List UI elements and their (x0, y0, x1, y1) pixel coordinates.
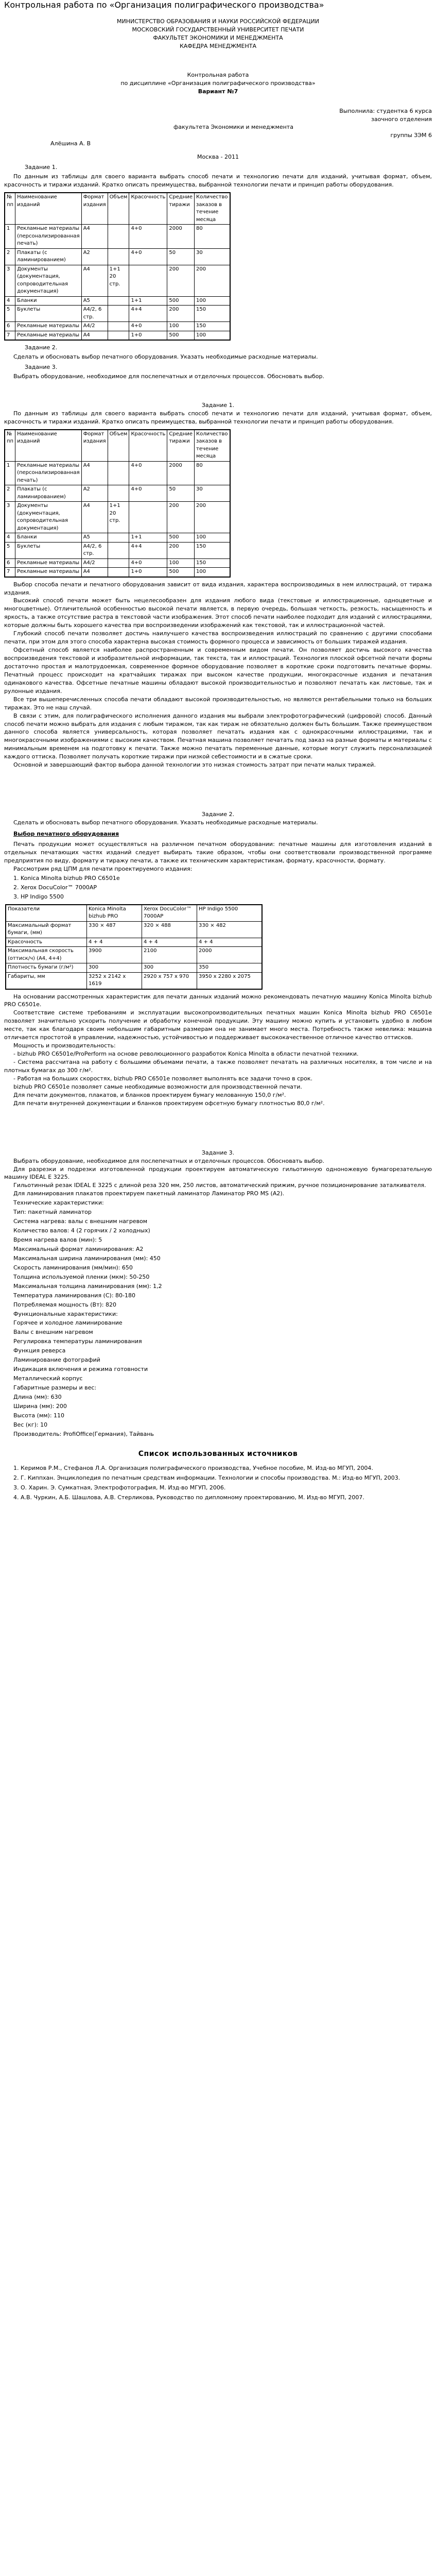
section2-heading: Задание 2. (201, 811, 235, 818)
table-cell: Максимальный формат бумаги, (мм) (6, 921, 87, 938)
table-cell: 4+4 (129, 306, 167, 322)
section2-intro: Печать продукции может осуществляться на различном печатном оборудовании: печатные машины для изготовления изданий в отдельных печатающих частях изданий следует выбирать такие образом, чтобы они соответствовали производственной программе предприятия по виду, формату и тиражу печати, а также их техническим характеристикам, формату, красочности, формату. (4, 840, 432, 864)
col-orders: Количество заказов в течение месяца (195, 430, 230, 462)
source-item: 4. А.В. Чуркин, А.Б. Шашлова, А.В. Стерликова, Руководство по дипломному проектированию, М. Изд-во МГУП, 2007. (13, 1494, 364, 1501)
paragraph: Офсетный способ является наиболее распространенным и современным видом печати. Он позволяет достичь высокого качества воспроизведения текстовой и изобразительной информации, так текста, так и иллюстраций. Технология плоской офсетной печати формы достаточно простая и малотрудоемкая, современное формное оборудование позволяет в короткие сроки подготовить печатные формы. Печатный процесс происходит на кратчайших тиражах при высоком качестве продукции, многокрасочные издания и печатания одинакового качества. Офсетные печатные машины обладают высокой производительностью и позволяют печатать как листовые, так и рулонные издания. (4, 647, 432, 694)
equipment-subheading: Выбор печатного оборудования (13, 831, 119, 837)
table-header-row (5, 430, 230, 462)
paragraph: Основной и завершающий фактор выбора данной технологии это низкая стоимость затрат при печати малых тиражей. (13, 761, 376, 769)
col-run: Средние тиражи (167, 193, 195, 225)
table-cell: Габариты, мм (6, 972, 87, 989)
table-cell: 500 (167, 296, 195, 306)
spec-item: Ширина (мм): 200 (13, 1402, 67, 1410)
table-cell: А4 (81, 225, 108, 249)
paragraph: - bizhub PRO C6501e/ProPerform на основе революционного разработок Konica Minolta в области печатной техники. (13, 1050, 359, 1058)
spec-item: Скорость ламинирования (мм/мин): 650 (13, 1264, 133, 1271)
table-cell: 320 × 488 (142, 921, 197, 938)
table-cell: 200 (195, 265, 230, 296)
spec-item: Высота (мм): 110 (13, 1412, 65, 1419)
table-cell: 4 (5, 296, 15, 306)
col-format: Формат издания (81, 430, 108, 462)
table-cell: Плакаты (с ламинированием) (15, 248, 82, 265)
table-row (5, 485, 230, 502)
table-cell: Рекламные материалы (15, 322, 82, 331)
table-cell (108, 568, 129, 577)
paragraph: Для ламинирования плакатов проектируем пакетный ламинатор Ламинатор PRO MS (A2). (13, 1190, 285, 1197)
table-cell: 4 (5, 533, 15, 543)
table-cell: 3950 x 2280 x 2075 (197, 972, 263, 989)
table-cell: 4+0 (129, 248, 167, 265)
table-cell: 4+0 (129, 322, 167, 331)
table-cell: А4 (81, 568, 108, 577)
table-cell: 200 (167, 502, 195, 533)
table-cell: Документы (документация, сопроводительная документация) (15, 502, 82, 533)
city-year: Москва - 2011 (197, 154, 239, 161)
table-cell: 4 + 4 (197, 938, 263, 947)
col-colors: Красочность (129, 193, 167, 225)
student-name: Алёшина А. В (50, 140, 91, 147)
table-cell: А4 (81, 265, 108, 296)
machine-item: 2. Xerox DocuColor™ 7000AP (13, 884, 97, 891)
table-cell: 200 (167, 265, 195, 296)
ministry-line: МИНИСТЕРСТВО ОБРАЗОВАНИЯ И НАУКИ РОССИЙСКОЙ ФЕДЕРАЦИИ (117, 18, 319, 25)
table-cell: 1 (5, 225, 15, 249)
table-row (5, 306, 230, 322)
table-cell: 200 (167, 306, 195, 322)
table-cell: 100 (195, 331, 230, 340)
table-cell: Рекламные материалы (15, 331, 82, 340)
spec-item: Производитель: ProfiOffice(Гермaния), Тайвань (13, 1430, 154, 1437)
spec-item: Потребляемая мощность (Вт): 820 (13, 1301, 116, 1308)
table-cell: 2000 (167, 461, 195, 485)
table-row (5, 558, 230, 568)
spec-item: Металлический корпус (13, 1375, 83, 1382)
spec-item: Горячее и холодное ламинирование (13, 1319, 123, 1327)
table-row (5, 331, 230, 340)
table-cell (129, 502, 167, 533)
section2-body (4, 993, 432, 1108)
table-cell: 5 (5, 542, 15, 558)
table-cell (108, 542, 129, 558)
table-cell: Бланки (15, 296, 82, 306)
spec-item: Количество валов: 4 (2 горячих / 2 холодных) (13, 1227, 150, 1234)
table-cell (108, 225, 129, 249)
source-item: 1. Керимов Р.М., Стефанов Л.А. Организация полиграфического производства, Учебное пособие, М. Изд-во МГУП, 2004. (13, 1464, 373, 1471)
paragraph: bizhub PRO C6501e позволяет самые необходимые возможности для производственной печати. (13, 1083, 302, 1090)
table-cell: 500 (167, 568, 195, 577)
spec-item: Максимальная ширина ламинирования (мм): 450 (13, 1255, 161, 1262)
table-cell: 150 (195, 558, 230, 568)
table-cell: А4/2, 6 стр. (81, 306, 108, 322)
table-cell: 500 (167, 533, 195, 543)
table-cell: 2 (5, 248, 15, 265)
paragraph: Высокий способ печати может быть нецелесообразен для издания любого вида (текстовые и иллюстрационные, одноцветные и многоцветные). Отличительной особенностью высокой печати является, в первую очередь, большая четкость, резкость, насыщенность и яркость, а также отсутствие растра в текстовой части изображения. Этот способ печати наиболее подходит для изданий с иллюстрациями, которые должны быть хорошего качества при воспроизведении изображений как текстовой, так и иллюстрационной частей. (4, 597, 432, 629)
section3-heading: Задание 3. (201, 1149, 235, 1156)
table-cell: А4/2 (81, 322, 108, 331)
table-cell: 330 × 487 (87, 921, 142, 938)
table-cell: Рекламные материалы (15, 558, 82, 568)
table-cell: Буклеты (15, 306, 82, 322)
task1-label: Задание 1. (25, 164, 58, 171)
table-cell: 4+0 (129, 461, 167, 485)
machine-item: 3. HP Indigo 5500 (13, 893, 64, 900)
table-cell: 3252 x 2142 x 1619 (87, 972, 142, 989)
table-cell (108, 558, 129, 568)
table-cell: 1+1 20 стр. (108, 265, 129, 296)
university-line: МОСКОВСКИЙ ГОСУДАРСТВЕННЫЙ УНИВЕРСИТЕТ ПЕЧАТИ (132, 26, 304, 33)
table-cell: 2000 (197, 947, 263, 963)
table-cell: А5 (81, 533, 108, 543)
table-cell (129, 265, 167, 296)
table-cell: 150 (195, 306, 230, 322)
table-cell: 100 (167, 322, 195, 331)
spec-item: Тип: пакетный ламинатор (13, 1209, 92, 1216)
table-cell: 7 (5, 568, 15, 577)
table-cell (108, 533, 129, 543)
table-cell: 3 (5, 265, 15, 296)
spec-item: Вес (кг): 10 (13, 1421, 48, 1428)
table-cell (108, 296, 129, 306)
spec-item: Система нагрева: валы с внешним нагревом (13, 1218, 148, 1225)
table-row (6, 963, 262, 973)
spec-title: Технические характеристики: (13, 1199, 104, 1207)
table-cell: 150 (195, 542, 230, 558)
table-cell: А4/2, 6 стр. (81, 542, 108, 558)
paragraph: Гильотинный резак IDEAL Е 3225 с длиной реза 320 мм, 250 листов, автоматический прижим, ручное позиционирование заталкивателя. (13, 1182, 426, 1189)
section1-body (4, 581, 432, 770)
spec-item: Валы с внешним нагревом (13, 1329, 93, 1336)
spec-item: Габаритные размеры и вес: (13, 1384, 97, 1391)
spec-item: Время нагрева валов (мин): 5 (13, 1236, 102, 1243)
table-cell: 1+0 (129, 568, 167, 577)
col-indicator: Показатели (6, 905, 87, 922)
table-cell: А4 (81, 331, 108, 340)
table-cell: Буклеты (15, 542, 82, 558)
col-run: Средние тиражи (167, 430, 195, 462)
table-row (5, 265, 230, 296)
table-cell: 3 (5, 502, 15, 533)
source-list (4, 1464, 432, 1502)
department-line: КАФЕДРА МЕНЕДЖМЕНТА (179, 42, 257, 49)
task3-text: Выбрать оборудование, необходимое для послепечатных и отделочных процессов. Обосновать выбор. (13, 372, 324, 380)
table-row (6, 938, 262, 947)
table-cell: 100 (195, 296, 230, 306)
paragraph: - Работая на больших скоростях, bizhub PRO C6501e позволяет выполнять все задачи точно в срок. (13, 1075, 313, 1082)
machine-item: 1. Konica Minolta bizhub PRO C6501e (13, 874, 120, 882)
paragraph: Мощность и производительность: (13, 1042, 116, 1049)
table-header-row (5, 193, 230, 225)
table-cell: 1+1 (129, 296, 167, 306)
table-cell: 6 (5, 322, 15, 331)
table-cell: А2 (81, 485, 108, 502)
table-cell (108, 461, 129, 485)
section1-heading: Задание 1. (201, 401, 235, 409)
table-cell: 1+1 (129, 533, 167, 543)
table-cell: 4+0 (129, 485, 167, 502)
spec-item: Длина (мм): 630 (13, 1393, 62, 1400)
table-cell (108, 485, 129, 502)
paragraph: Выбор способа печати и печатного оборудования зависит от вида издания, характера воспроизводимых в нем иллюстраций, от тиража издания. (4, 581, 432, 596)
machine-comparison-table (5, 904, 263, 990)
section3-body (4, 1165, 432, 1198)
table-cell: 50 (167, 248, 195, 265)
section3-task-text: Выбрать оборудование, необходимое для послепечатных и отделочных процессов. Обосновать выбор. (13, 1157, 324, 1164)
table-cell (108, 331, 129, 340)
task1-text: По данным из таблицы для своего варианта выбрать способ печати и технологию печати для изданий, учитывая формат, объем, красочность и тиражи изданий. Кратко описать преимущества, выбранной технологии печати и принцип работы оборудования. (4, 173, 432, 189)
table-cell: Рекламные материалы (15, 568, 82, 577)
col-num: № пп (5, 430, 15, 462)
col-xerox: Xerox DocuColor™ 7000AP (142, 905, 197, 922)
table-cell: 2000 (167, 225, 195, 249)
orders-table-2 (4, 429, 231, 578)
source-item: 3. О. Харин. Э. Сумкатная, Электрофотография, М. Изд-во МГУП, 2006. (13, 1484, 226, 1491)
table-cell: А4/2 (81, 558, 108, 568)
table-cell: 100 (195, 568, 230, 577)
table-row (6, 921, 262, 938)
paragraph: Для печати документов, плакатов, и бланков проектируем бумагу мелованную 150,0 г/м². (13, 1091, 286, 1098)
paragraph: Для печати внутренней документации и бланков проектируем офсетную бумагу плотностью 80,0 г/м². (13, 1099, 325, 1107)
table-cell: 300 (142, 963, 197, 973)
paragraph: Все три вышеперечисленных способа печати обладают высокой производительностью, но являются рентабельными только на больших тиражах. Это не наш случай. (4, 696, 432, 711)
table-cell: 4 + 4 (142, 938, 197, 947)
table-cell: 100 (195, 533, 230, 543)
table-cell: 4+0 (129, 558, 167, 568)
col-name: Наименование изданий (15, 193, 82, 225)
section2-task-text: Сделать и обосновать выбор печатного оборудования. Указать необходимые расходные материалы. (13, 819, 318, 826)
compare-intro: Рассмотрим ряд ЦПМ для печати проектируемого издания: (13, 865, 193, 872)
table-cell: 2100 (142, 947, 197, 963)
table-row (5, 322, 230, 331)
faculty-of-student: факультета Экономики и менеджмента (173, 124, 293, 131)
table-cell: Документы (документация, сопроводительная документация) (15, 265, 82, 296)
sources-heading: Список использованных источников (138, 1449, 298, 1458)
machine-list (4, 874, 432, 901)
table-cell: 7 (5, 331, 15, 340)
table-cell: 30 (195, 248, 230, 265)
paragraph: Для разрезки и подрезки изготовленной продукции проектируем автоматическую гильотинную одноножевую бумагорезательную машину IDEAL Е 3225. (4, 1165, 432, 1181)
table-row (6, 947, 262, 963)
table-cell: 300 (87, 963, 142, 973)
table-row (5, 296, 230, 306)
table-cell: 1 (5, 461, 15, 485)
table-cell: 350 (197, 963, 263, 973)
table-cell: 2920 x 757 x 970 (142, 972, 197, 989)
table-cell: 200 (195, 502, 230, 533)
paragraph: Глубокий способ печати позволяет достичь наилучшего качества воспроизведения иллюстраций по сравнению с другими способами печати, при этом для этого способа характерна высокая стоимость формного процесса и зависимость от больших тиражей издания. (4, 630, 432, 646)
table-cell (108, 248, 129, 265)
col-colors: Красочность (129, 430, 167, 462)
group-label: группы ЗЭМ 6 (390, 132, 432, 139)
paragraph: Соответствие системе требованиям и эксплуатации высокопроизводительных печатных машин Konica Minolta bizhub PRO C6501e позволяет значительно ускорить получение и обработку конечной продукции. Эту машину можно купить и установить удобно в любом месте, так как благодаря своим небольшим габаритным размерам она не занимает много места. Потребность также невелика: машина отличается простотой в управлении, надежностью, устойчивостью и поддерживает высококачественное отличное качество оттисков. (4, 1009, 432, 1041)
table-row (5, 568, 230, 577)
col-format: Формат издания (81, 193, 108, 225)
table-cell: 5 (5, 306, 15, 322)
col-hp: HP Indigo 5500 (197, 905, 263, 922)
table-cell (108, 306, 129, 322)
table-cell: 4 + 4 (87, 938, 142, 947)
table-cell: 100 (167, 558, 195, 568)
table-row (5, 461, 230, 485)
spec-item: Функциональные характеристики: (13, 1310, 118, 1317)
document-title: Контрольная работа по «Организация полиграфического производства» (4, 0, 324, 10)
col-name: Наименование изданий (15, 430, 82, 462)
task2-label: Задание 2. (25, 344, 58, 351)
spec-item: Толщина используемой пленки (мкм): 50-250 (13, 1273, 150, 1280)
table-cell: Плакаты (с ламинированием) (15, 485, 82, 502)
table-cell: А4 (81, 461, 108, 485)
table-cell: Рекламные материалы (персонализированная печать) (15, 461, 82, 485)
table-cell: 3900 (87, 947, 142, 963)
table-cell: Красочность (6, 938, 87, 947)
study-form: заочного отделения (371, 115, 432, 123)
table-cell: 80 (195, 225, 230, 249)
col-konica: Konica Minolta bizhub PRO (87, 905, 142, 922)
table-cell: А2 (81, 248, 108, 265)
spec-item: Максимальная толщина ламинирования (мм): 1,2 (13, 1282, 162, 1290)
table-row (6, 972, 262, 989)
task2-text: Сделать и обосновать выбор печатного оборудования. Указать необходимые расходные материалы. (13, 353, 318, 360)
faculty-line: ФАКУЛЬТЕТ ЭКОНОМИКИ И МЕНЕДЖМЕНТА (153, 34, 283, 41)
table-cell: А5 (81, 296, 108, 306)
discipline-line: по дисциплине «Организация полиграфического производства» (120, 79, 316, 87)
table-cell: 2 (5, 485, 15, 502)
table-cell: 4+0 (129, 225, 167, 249)
col-volume: Объем (108, 193, 129, 225)
table-cell: 330 × 482 (197, 921, 263, 938)
section1-task-text: По данным из таблицы для своего варианта выбрать способ печати и технологию печати для изданий, учитывая формат, объем, красочность и тиражи изданий. Кратко описать преимущества, выбранной технологии печати и принцип работы оборудования. (4, 410, 432, 425)
table-cell: 200 (167, 542, 195, 558)
table-cell: 50 (167, 485, 195, 502)
spec-item: Максимальный формат ламинирования: А2 (13, 1245, 144, 1252)
orders-table-1 (4, 192, 231, 341)
col-num: № пп (5, 193, 15, 225)
paragraph: - Система рассчитана на работу с большими объемами печати, а также позволяет печатать на различных носителях, в том числе и на плотных бумагах до 300 г/м². (4, 1059, 432, 1074)
table-cell: 80 (195, 461, 230, 485)
task3-label: Задание 3. (25, 363, 58, 370)
spec-item: Ламинирование фотографий (13, 1357, 100, 1364)
table-cell: Бланки (15, 533, 82, 543)
spec-item: Индикация включения и режима готовности (13, 1366, 148, 1373)
table-row (5, 533, 230, 543)
table-row (5, 542, 230, 558)
spec-item: Регулировка температуры ламинирования (13, 1338, 142, 1345)
table-cell: А4 (81, 502, 108, 533)
source-item: 2. Г. Киппхан. Энциклопедия по печатным средствам информации. Технологии и способы производства. М.: Изд-во МГУП, 2003. (13, 1474, 400, 1481)
table-cell: 150 (195, 322, 230, 331)
paragraph: В связи с этим, для полиграфического исполнения данного издания мы выбрали электрофотографический (цифровой) способ. Данный способ печати можно выбрать для издания с любым тиражом, так как тираж не обязательно должен быть большим. Также преимуществом данного способа является универсальность, которая позволяет печатать издания как с однокрасочными иллюстрациями, так и многокрасочными изображениями с высоким качеством. Печатная машина позволяет печатать под заказ на разные форматы и материалы с минимальным временем на подготовку к печати. Также можно печатать переменные данные, которые могут служить персонализацией каждого оттиска. Позволяет получать короткие тиражи при низкой себестоимости и в сжатые сроки. (4, 712, 432, 760)
table-cell: 1+1 20 стр. (108, 502, 129, 533)
table-cell: Плотность бумаги (г/м²) (6, 963, 87, 973)
table-cell: Максимальная скорость (оттиск/ч) (A4, 4+4) (6, 947, 87, 963)
work-type: Контрольная работа (187, 71, 249, 78)
table-cell (108, 322, 129, 331)
performed-by: Выполнила: студентка 6 курса (339, 107, 432, 114)
table-row (5, 225, 230, 249)
spec-item: Функция реверса (13, 1347, 66, 1354)
table-cell: 30 (195, 485, 230, 502)
table-row (5, 248, 230, 265)
spec-item: Температура ламинирования (C): 80-180 (13, 1292, 135, 1299)
table-cell: 6 (5, 558, 15, 568)
col-volume: Объем (108, 430, 129, 462)
table-header-row (6, 905, 262, 922)
table-cell: 4+4 (129, 542, 167, 558)
table-cell: 1+0 (129, 331, 167, 340)
paragraph: На основании рассмотренных характеристик для печати данных изданий можно рекомендовать печатную машину Konica Minolta bizhub PRO C6501e. (4, 993, 432, 1008)
variant-label: Вариант №7 (198, 88, 238, 95)
table-row (5, 502, 230, 533)
table-cell: Рекламные материалы (персонализированная печать) (15, 225, 82, 249)
table-cell: 500 (167, 331, 195, 340)
col-orders: Количество заказов в течение месяца (195, 193, 230, 225)
spec-list (4, 1208, 432, 1438)
